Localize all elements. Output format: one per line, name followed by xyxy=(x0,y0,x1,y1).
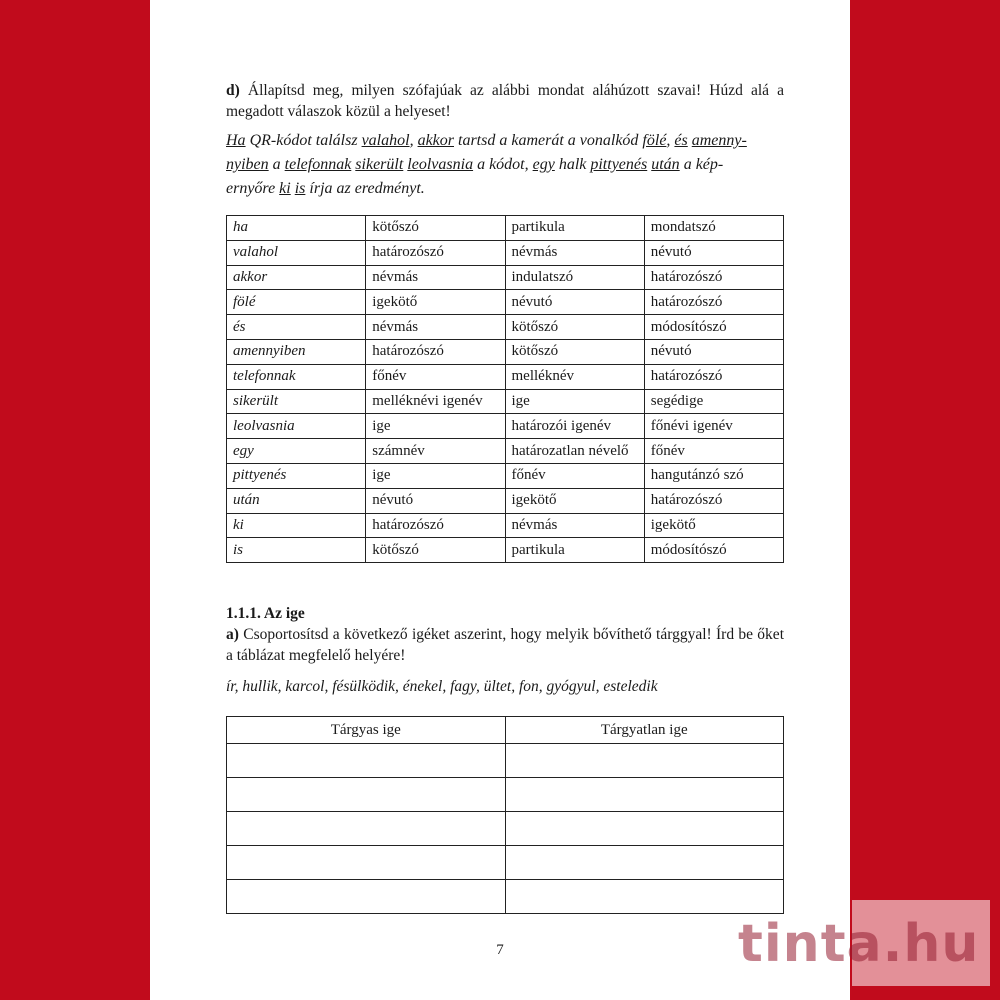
page xyxy=(150,0,850,1000)
table-row xyxy=(227,538,784,563)
watermark-logo: tinta.hu xyxy=(738,914,980,974)
table-row xyxy=(227,315,784,340)
word-cell: ki xyxy=(227,513,366,538)
word-cell: pittyenés xyxy=(227,463,366,488)
option-cell[interactable]: igekötő xyxy=(644,513,783,538)
word-cell: telefonnak xyxy=(227,364,366,389)
option-cell[interactable]: ige xyxy=(505,389,644,414)
word-cell: egy xyxy=(227,439,366,464)
task-a-text: Csoportosítsd a következő igéket aszerint, hogy melyik bővíthető tárggyal! Írd be őket a táblázat megfelelő helyére! xyxy=(226,626,784,665)
underlined-word: leolvasnia xyxy=(407,156,474,173)
word-cell: amennyiben xyxy=(227,339,366,364)
table-row xyxy=(227,488,784,513)
sentence-text: a xyxy=(268,156,285,173)
option-cell[interactable]: határozói igenév xyxy=(505,414,644,439)
underlined-word: amenny- xyxy=(691,132,747,149)
option-cell[interactable]: névutó xyxy=(644,240,783,265)
option-cell[interactable]: partikula xyxy=(505,538,644,563)
underlined-word: akkor xyxy=(417,132,454,149)
table-row xyxy=(227,744,784,778)
transitive-cell[interactable] xyxy=(227,744,506,778)
option-cell[interactable]: partikula xyxy=(505,216,644,241)
intransitive-cell[interactable] xyxy=(505,812,784,846)
sentence-text: írja az eredményt. xyxy=(305,180,425,197)
option-cell[interactable]: igekötő xyxy=(505,488,644,513)
option-cell[interactable]: ige xyxy=(366,463,505,488)
option-cell[interactable]: határozószó xyxy=(644,488,783,513)
table-row xyxy=(227,216,784,241)
word-cell: sikerült xyxy=(227,389,366,414)
sentence-text: a kódot, xyxy=(473,156,533,173)
underlined-word: valahol xyxy=(361,132,410,149)
intransitive-cell[interactable] xyxy=(505,880,784,914)
underlined-word: egy xyxy=(532,156,555,173)
word-cell: után xyxy=(227,488,366,513)
table-row xyxy=(227,846,784,880)
transitive-cell[interactable] xyxy=(227,846,506,880)
option-cell[interactable]: névmás xyxy=(366,315,505,340)
word-cell: valahol xyxy=(227,240,366,265)
task-d-label: d) xyxy=(226,82,240,99)
option-cell[interactable]: kötőszó xyxy=(505,315,644,340)
task-a-label: a) xyxy=(226,626,239,644)
verb-table xyxy=(226,716,784,914)
sentence-text: halk xyxy=(554,156,591,173)
intransitive-cell[interactable] xyxy=(505,778,784,812)
option-cell[interactable]: határozószó xyxy=(366,240,505,265)
sentence-text: a kép- xyxy=(679,156,724,173)
task-a xyxy=(226,624,784,666)
option-cell[interactable]: főnév xyxy=(505,463,644,488)
option-cell[interactable]: módosítószó xyxy=(644,315,783,340)
option-cell[interactable]: melléknév xyxy=(505,364,644,389)
table-row xyxy=(227,290,784,315)
option-cell[interactable]: igekötő xyxy=(366,290,505,315)
page-number: 7 xyxy=(496,942,504,958)
table-row xyxy=(227,265,784,290)
option-cell[interactable]: hangutánzó szó xyxy=(644,463,783,488)
option-cell[interactable]: névutó xyxy=(644,339,783,364)
underlined-word: Ha xyxy=(226,132,246,149)
option-cell[interactable]: kötőszó xyxy=(366,538,505,563)
option-cell[interactable]: névmás xyxy=(505,240,644,265)
word-cell: és xyxy=(227,315,366,340)
option-cell[interactable]: névmás xyxy=(366,265,505,290)
option-cell[interactable]: határozószó xyxy=(366,339,505,364)
sentence-text: , xyxy=(666,132,675,149)
table-row xyxy=(227,364,784,389)
content xyxy=(226,80,784,914)
table-row xyxy=(227,463,784,488)
header-intransitive: Tárgyatlan ige xyxy=(505,717,784,744)
option-cell[interactable]: névutó xyxy=(505,290,644,315)
transitive-cell[interactable] xyxy=(227,812,506,846)
option-cell[interactable]: névutó xyxy=(366,488,505,513)
task-d xyxy=(226,80,784,122)
transitive-cell[interactable] xyxy=(227,880,506,914)
sentence-text: QR-kódot találsz xyxy=(245,132,362,149)
underlined-word: fölé xyxy=(642,132,667,149)
underlined-word: és xyxy=(674,132,688,149)
option-cell[interactable]: határozószó xyxy=(644,364,783,389)
option-cell[interactable]: határozószó xyxy=(644,290,783,315)
verb-list: ír, hullik, karcol, fésülködik, énekel, fagy, ültet, fon, gyógyul, esteledik xyxy=(226,678,658,696)
word-class-table xyxy=(226,215,784,563)
table-row xyxy=(227,880,784,914)
table-row xyxy=(227,439,784,464)
underlined-word: nyiben xyxy=(226,156,269,173)
underlined-word: sikerült xyxy=(355,156,404,173)
option-cell[interactable]: melléknévi igenév xyxy=(366,389,505,414)
table-row xyxy=(227,812,784,846)
table-row xyxy=(227,240,784,265)
option-cell[interactable]: főnév xyxy=(644,439,783,464)
intransitive-cell[interactable] xyxy=(505,846,784,880)
option-cell[interactable]: segédige xyxy=(644,389,783,414)
sentence-text: , xyxy=(409,132,418,149)
transitive-cell[interactable] xyxy=(227,778,506,812)
underlined-word: telefonnak xyxy=(284,156,352,173)
option-cell[interactable]: főnév xyxy=(366,364,505,389)
word-cell: leolvasnia xyxy=(227,414,366,439)
table-row xyxy=(227,339,784,364)
option-cell[interactable]: módosítószó xyxy=(644,538,783,563)
option-cell[interactable]: mondatszó xyxy=(644,216,783,241)
sentence-text: ernyőre xyxy=(226,180,280,197)
table-row xyxy=(227,778,784,812)
option-cell[interactable]: határozatlan névelő xyxy=(505,439,644,464)
option-cell[interactable]: névmás xyxy=(505,513,644,538)
word-cell: fölé xyxy=(227,290,366,315)
word-cell: ha xyxy=(227,216,366,241)
option-cell[interactable]: ige xyxy=(366,414,505,439)
option-cell[interactable]: kötőszó xyxy=(366,216,505,241)
option-cell[interactable]: határozószó xyxy=(366,513,505,538)
underlined-word: ki xyxy=(279,180,291,197)
task-d-instruction: Állapítsd meg, milyen szófajúak az alábbi mondat aláhúzott szavai! Húzd alá a megadott válaszok közül a helyeset! xyxy=(226,82,784,120)
option-cell[interactable]: kötőszó xyxy=(505,339,644,364)
option-cell[interactable]: főnévi igenév xyxy=(644,414,783,439)
option-cell[interactable]: indulatszó xyxy=(505,265,644,290)
option-cell[interactable]: határozószó xyxy=(644,265,783,290)
header-transitive: Tárgyas ige xyxy=(227,717,506,744)
table-row xyxy=(227,389,784,414)
section-title: 1.1.1. Az ige xyxy=(226,605,305,623)
word-cell: akkor xyxy=(227,265,366,290)
word-cell: is xyxy=(227,538,366,563)
sentence-text: tartsd a kamerát a vonalkód xyxy=(454,132,643,149)
verb-table-header-row xyxy=(227,717,784,744)
underlined-word: pittyenés xyxy=(590,156,648,173)
intransitive-cell[interactable] xyxy=(505,744,784,778)
table-row xyxy=(227,414,784,439)
underlined-word: után xyxy=(651,156,680,173)
underlined-word: is xyxy=(294,180,306,197)
example-sentence xyxy=(226,129,784,201)
option-cell[interactable]: számnév xyxy=(366,439,505,464)
table-row xyxy=(227,513,784,538)
